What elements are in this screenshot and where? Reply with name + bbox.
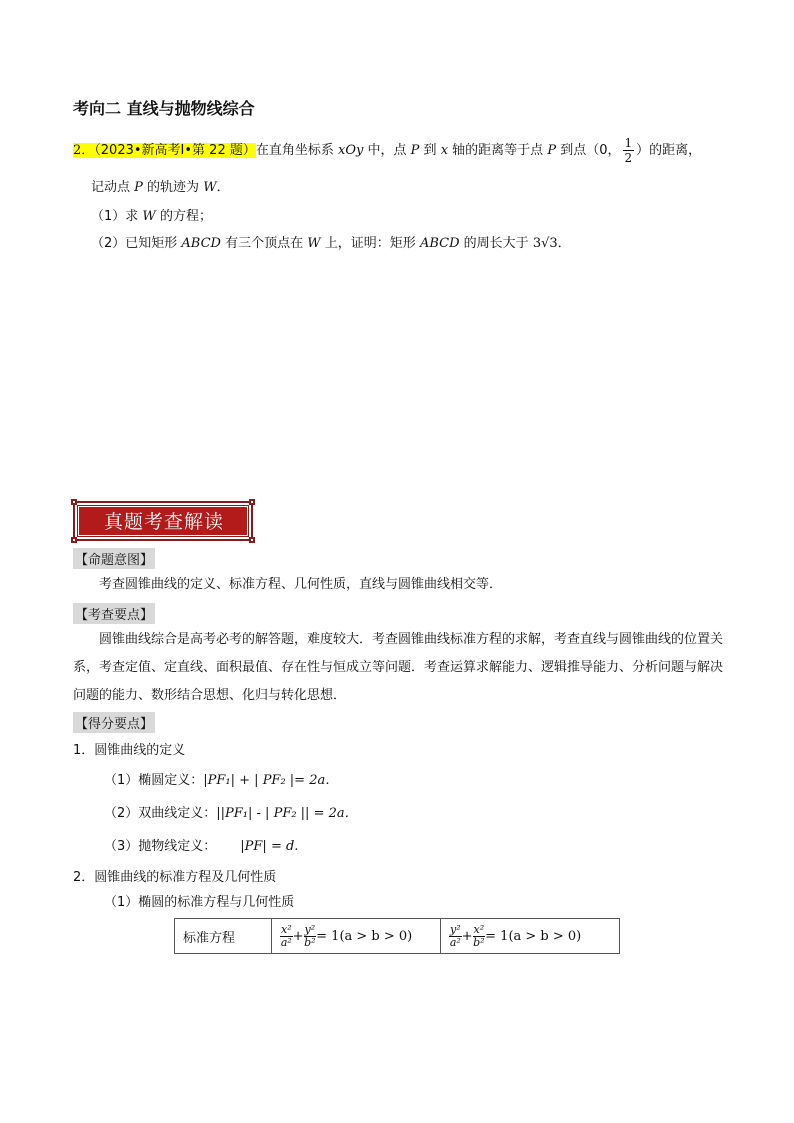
table-header-cell: 标准方程 xyxy=(175,919,272,954)
intent-text: 考查圆锥曲线的定义、标准方程、几何性质，直线与圆锥曲线相交等． xyxy=(99,577,503,592)
sub-question-2 xyxy=(91,232,571,251)
coord-system: xOy xyxy=(338,143,364,158)
question-number: 2． xyxy=(73,143,95,158)
scoring-item-1: 1．圆锥曲线的定义 xyxy=(73,743,186,758)
trajectory-w: W xyxy=(203,180,217,195)
point-p: P xyxy=(134,180,143,195)
parabola-formula: |PF| = d. xyxy=(240,839,299,854)
question-line-2 xyxy=(91,176,230,195)
ellipse-formula: |PF₁| + | PF₂ |= 2a． xyxy=(203,773,339,788)
ellipse-equation-y-major: $\frac{\text{y²}}{\text{a²}}$ + $\frac{\text{x²}}{\text{b²}}$ = 1(a > b > 0) xyxy=(449,922,582,949)
question-text: 在直角坐标系 xyxy=(255,143,334,158)
scoring-tag: 【得分要点】 xyxy=(73,712,155,733)
rectangle-abcd: ABCD xyxy=(419,236,460,251)
rectangle-abcd: ABCD xyxy=(181,236,221,251)
trajectory-w: W xyxy=(307,236,321,251)
point-p: P xyxy=(547,143,557,158)
fraction xyxy=(280,924,293,949)
fraction-denominator: a² xyxy=(449,935,461,949)
banner-corner xyxy=(249,537,255,543)
point-p: P xyxy=(410,143,420,158)
banner-corner xyxy=(71,499,77,505)
question-text: 的轨迹为 xyxy=(147,180,200,195)
fraction-denominator: 2 xyxy=(624,151,633,165)
fraction-one-half xyxy=(623,136,635,165)
banner-plate xyxy=(78,506,248,536)
question-text: ． xyxy=(216,180,230,195)
question-text: 有三个顶点在 xyxy=(225,236,304,251)
fraction-numerator: x² xyxy=(281,922,292,936)
fraction-denominator: a² xyxy=(280,935,292,949)
banner-title: 真题考查解读 xyxy=(103,511,224,533)
trajectory-w: W xyxy=(142,209,156,224)
question-text: 记动点 xyxy=(91,180,131,195)
equation-cell xyxy=(441,919,620,954)
fraction xyxy=(473,924,486,949)
question-source: （2023•新高考Ⅰ•第 22 题） xyxy=(94,143,256,158)
banner-corner xyxy=(71,537,77,543)
key-points-text: 圆锥曲线综合是高考必考的解答题，难度较大．考查圆锥曲线标准方程的求解，考查直线与圆锥曲线的位置关系，考查定值、定直线、面积最值、存在性与恒成立等问题．考查运算求解能力、逻辑推导能力、分析问题与解决问题的能力、数形结合思想、化归与转化思想． xyxy=(73,632,724,703)
fraction-denominator: b² xyxy=(304,935,316,949)
question-text: 上，证明：矩形 xyxy=(324,236,416,251)
fraction-numerator: 1 xyxy=(624,136,633,150)
definition-label: （1）椭圆定义： xyxy=(104,773,204,788)
x-axis-symbol: x xyxy=(440,143,449,158)
question-line-1 xyxy=(73,136,701,166)
ellipse-properties-table xyxy=(174,918,620,954)
definition-label: （3）抛物线定义： xyxy=(104,839,217,854)
section-title: 考向二 直线与抛物线综合 xyxy=(73,99,255,118)
question-text: 轴的距离等于点 xyxy=(452,143,544,158)
fraction xyxy=(304,924,317,949)
sub-question-1 xyxy=(91,205,212,224)
fraction-numerator: y² xyxy=(450,922,461,936)
ellipse-equation-x-major: $\frac{\text{x²}}{\text{a²}}$ + $\frac{\text{y²}}{\text{b²}}$ = 1(a > b > 0) xyxy=(280,922,413,949)
key-points-tag: 【考查要点】 xyxy=(73,603,155,624)
intent-tag: 【命题意图】 xyxy=(73,548,155,569)
parabola-definition xyxy=(104,835,298,854)
equation-rest: = 1(a > b > 0) xyxy=(316,928,413,944)
question-text: 到 xyxy=(423,143,437,158)
fraction-denominator: b² xyxy=(473,935,485,949)
equation-rest: = 1(a > b > 0) xyxy=(485,928,582,944)
hyperbola-formula: ||PF₁| - | PF₂ || = 2a． xyxy=(216,806,358,821)
question-text: 中，点 xyxy=(367,143,407,158)
fraction-numerator: y² xyxy=(304,922,316,936)
scoring-item-2: 2．圆锥曲线的标准方程及几何性质 xyxy=(73,870,277,885)
hyperbola-definition xyxy=(104,802,358,821)
ellipse-subheading: （1）椭圆的标准方程与几何性质 xyxy=(104,895,295,910)
table-row xyxy=(175,919,620,954)
question-text: 的周长大于 xyxy=(463,236,529,251)
question-text: （1）求 xyxy=(91,209,139,224)
section-banner xyxy=(73,501,253,541)
question-text: 到点（0， xyxy=(560,143,621,158)
question-text: 的方程； xyxy=(159,209,212,224)
equation-cell xyxy=(272,919,441,954)
question-text: ）的距离， xyxy=(636,143,702,158)
perimeter-bound: 3√3 xyxy=(532,236,558,251)
question-text: （2）已知矩形 xyxy=(91,236,178,251)
fraction-numerator: x² xyxy=(473,922,485,936)
question-text: ． xyxy=(557,236,571,251)
fraction xyxy=(449,924,462,949)
definition-label: （2）双曲线定义： xyxy=(104,806,217,821)
ellipse-definition xyxy=(104,769,338,788)
banner-corner xyxy=(249,499,255,505)
